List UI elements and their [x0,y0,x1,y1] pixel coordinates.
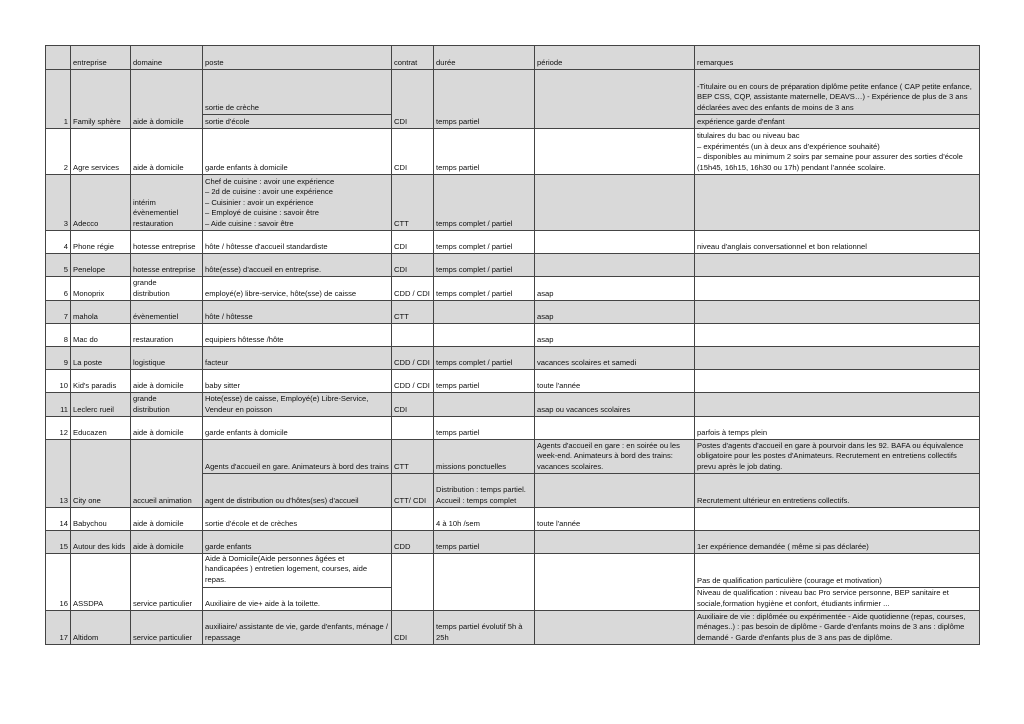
header-cell: contrat [392,46,434,70]
cell-domaine: aide à domicile [131,370,203,393]
header-cell: remarques [695,46,980,70]
cell-duree: temps partiel [434,129,535,175]
cell-duree: temps partiel [434,531,535,554]
cell-duree: 4 à 10h /sem [434,508,535,531]
cell-poste: garde enfants à domicile [203,417,392,440]
header-cell: période [535,46,695,70]
row-number: 7 [46,301,71,324]
cell-domaine: aide à domicile [131,508,203,531]
row-number: 2 [46,129,71,175]
cell-remarques: 1er expérience demandée ( même si pas déclarée) [695,531,980,554]
table-row [46,129,980,175]
cell-domaine: service particulier [131,554,203,611]
cell-duree: temps complet / partiel [434,277,535,301]
cell-periode: asap [535,277,695,301]
cell-periode [535,611,695,645]
cell-entreprise: La poste [71,347,131,370]
table-row [46,301,980,324]
row-number: 3 [46,175,71,231]
cell-periode: Agents d'accueil en gare : en soirée ou les week-end. Animateurs à bord des trains: vacances scolaires. [535,440,695,474]
cell-entreprise: Educazen [71,417,131,440]
header-row [46,46,980,70]
cell-poste: Hote(esse) de caisse, Employé(e) Libre-Service, Vendeur en poisson [203,393,392,417]
table-row [46,347,980,370]
table-row [46,254,980,277]
cell-domaine: hotesse entreprise [131,254,203,277]
row-number: 16 [46,554,71,611]
cell-remarques [695,508,980,531]
cell-contrat: CDI [392,231,434,254]
cell-duree: Distribution : temps partiel. Accueil : temps complet [434,474,535,508]
cell-entreprise: Monoprix [71,277,131,301]
cell-entreprise: Family sphère [71,70,131,129]
cell-periode [535,254,695,277]
cell-contrat [392,508,434,531]
cell-domaine: aide à domicile [131,417,203,440]
cell-poste: employé(e) libre-service, hôte(sse) de caisse [203,277,392,301]
cell-remarques [695,370,980,393]
cell-poste: Auxiliaire de vie+ aide à la toilette. [203,588,392,611]
cell-duree: temps complet / partiel [434,347,535,370]
cell-remarques [695,324,980,347]
cell-remarques: Auxiliaire de vie : diplômée ou expérimentée - Aide quotidienne (repas, courses, ménages..) : pas besoin de diplôme - Garde d'enfants moins de 3 ans : diplôme demandé - Garde d'enfants plus de 3 ans pas de diplôme. [695,611,980,645]
cell-remarques [695,254,980,277]
cell-contrat: CTT/ CDI [392,474,434,508]
header-cell: durée [434,46,535,70]
cell-domaine: aide à domicile [131,531,203,554]
cell-poste: hôte(esse) d’accueil en entreprise. [203,254,392,277]
row-number: 9 [46,347,71,370]
cell-contrat [392,324,434,347]
cell-domaine: grande distribution [131,393,203,417]
cell-periode [535,474,695,508]
cell-remarques [695,301,980,324]
cell-poste: Chef de cuisine : avoir une expérience – 2d de cuisine : avoir une expérience – Cuisinier : avoir un expérience – Employé de cuisine : savoir être – Aide cuisine : savoir être [203,175,392,231]
cell-poste: auxiliaire/ assistante de vie, garde d'enfants, ménage / repassage [203,611,392,645]
cell-contrat: CDD / CDI [392,277,434,301]
cell-contrat: CDI [392,70,434,129]
cell-remarques [695,393,980,417]
cell-duree [434,301,535,324]
cell-periode: asap [535,324,695,347]
cell-entreprise: Leclerc rueil [71,393,131,417]
cell-remarques [695,277,980,301]
cell-remarques: Postes d'agents d'accueil en gare à pourvoir dans les 92. BAFA ou équivalence obligatoire pour les postes d'Animateurs. Recrutement en entretiens collectifs prevu après le job dating. [695,440,980,474]
cell-contrat: CDI [392,611,434,645]
cell-poste: Agents d'accueil en gare. Animateurs à bord des trains [203,440,392,474]
cell-poste: garde enfants à domicile [203,129,392,175]
cell-contrat: CTT [392,175,434,231]
cell-remarques: expérience garde d'enfant [695,115,980,129]
row-number: 11 [46,393,71,417]
cell-entreprise: Penelope [71,254,131,277]
header-cell: entreprise [71,46,131,70]
row-number: 15 [46,531,71,554]
cell-duree: temps complet / partiel [434,231,535,254]
cell-entreprise: Autour des kids [71,531,131,554]
row-number: 1 [46,70,71,129]
cell-periode [535,231,695,254]
cell-contrat [392,417,434,440]
cell-periode [535,175,695,231]
table-row [46,277,980,301]
cell-poste: garde enfants [203,531,392,554]
header-cell: poste [203,46,392,70]
cell-duree: temps partiel [434,370,535,393]
row-number: 12 [46,417,71,440]
cell-domaine: logistique [131,347,203,370]
table-row [46,231,980,254]
row-number: 14 [46,508,71,531]
cell-periode [535,129,695,175]
cell-remarques: Recrutement ultérieur en entretiens collectifs. [695,474,980,508]
cell-domaine: aide à domicile [131,70,203,129]
table-row [46,611,980,645]
cell-duree [434,393,535,417]
row-number: 13 [46,440,71,508]
cell-contrat: CTT [392,440,434,474]
cell-remarques: parfois à temps plein [695,417,980,440]
cell-duree: temps partiel évolutif 5h à 25h [434,611,535,645]
row-number: 8 [46,324,71,347]
row-number: 10 [46,370,71,393]
table-row [46,440,980,474]
header-cell [46,46,71,70]
cell-periode [535,70,695,129]
row-number: 6 [46,277,71,301]
table-row [46,417,980,440]
cell-duree: missions ponctuelles [434,440,535,474]
cell-domaine: hotesse entreprise [131,231,203,254]
cell-periode [535,531,695,554]
table-row [46,324,980,347]
cell-duree: temps partiel [434,417,535,440]
cell-entreprise: Agre services [71,129,131,175]
cell-contrat: CDD / CDI [392,347,434,370]
cell-domaine: intérim évènementiel restauration [131,175,203,231]
cell-periode: vacances scolaires et samedi [535,347,695,370]
header-cell: domaine [131,46,203,70]
cell-remarques: niveau d'anglais conversationnel et bon relationnel [695,231,980,254]
cell-poste: baby sitter [203,370,392,393]
cell-domaine: évènementiel [131,301,203,324]
cell-duree: temps complet / partiel [434,175,535,231]
table-row [46,70,980,115]
cell-entreprise: ASSDPA [71,554,131,611]
cell-contrat [392,554,434,611]
cell-periode: toute l'année [535,508,695,531]
cell-poste: hôte / hôtesse d'accueil standardiste [203,231,392,254]
cell-remarques: Pas de qualification particulière (courage et motivation) [695,554,980,588]
job-offers-table [45,45,980,645]
cell-duree: temps complet / partiel [434,254,535,277]
cell-contrat: CDI [392,254,434,277]
cell-domaine: restauration [131,324,203,347]
table-row [46,393,980,417]
table-row [46,508,980,531]
cell-poste: sortie de crèche [203,70,392,115]
cell-entreprise: Adecco [71,175,131,231]
cell-entreprise: City one [71,440,131,508]
cell-periode: toute l'année [535,370,695,393]
cell-remarques [695,347,980,370]
table-row [46,531,980,554]
cell-domaine: grande distribution [131,277,203,301]
cell-contrat: CDD [392,531,434,554]
cell-contrat: CDI [392,129,434,175]
cell-periode: asap ou vacances scolaires [535,393,695,417]
cell-periode [535,417,695,440]
cell-entreprise: Babychou [71,508,131,531]
table-row [46,370,980,393]
cell-entreprise: mahola [71,301,131,324]
cell-poste: sortie d'école et de crèches [203,508,392,531]
cell-contrat: CDI [392,393,434,417]
table-row [46,175,980,231]
table-row [46,554,980,588]
cell-poste: equipiers hôtesse /hôte [203,324,392,347]
cell-poste: hôte / hôtesse [203,301,392,324]
cell-remarques: Niveau de qualification : niveau bac Pro service personne, BEP sanitaire et sociale,formation hygiène et confort, étudiants infirmier ... [695,588,980,611]
cell-poste: Aide à Domicile(Aide personnes âgées et handicapées ) entretien logement, courses, aide repas. [203,554,392,588]
cell-poste: sortie d'école [203,115,392,129]
cell-entreprise: Phone régie [71,231,131,254]
cell-domaine: service particulier [131,611,203,645]
cell-domaine: aide à domicile [131,129,203,175]
cell-entreprise: Altidom [71,611,131,645]
cell-duree [434,324,535,347]
cell-duree [434,554,535,611]
row-number: 17 [46,611,71,645]
cell-domaine: accueil animation [131,440,203,508]
cell-contrat: CTT [392,301,434,324]
cell-entreprise: Kid's paradis [71,370,131,393]
row-number: 4 [46,231,71,254]
cell-poste: agent de distribution ou d'hôtes(ses) d'accueil [203,474,392,508]
cell-remarques: titulaires du bac ou niveau bac – expérimentés (un à deux ans d’expérience souhaité) – disponibles au minimum 2 soirs par semaine pour assurer des sorties d’école (15h45, 16h15, 16h30 ou 17h) pendant l’année scolaire. [695,129,980,175]
row-number: 5 [46,254,71,277]
cell-duree: temps partiel [434,70,535,129]
cell-contrat: CDD / CDI [392,370,434,393]
cell-periode [535,554,695,611]
cell-periode: asap [535,301,695,324]
cell-poste: facteur [203,347,392,370]
cell-entreprise: Mac do [71,324,131,347]
cell-remarques: -Titulaire ou en cours de préparation diplôme petite enfance ( CAP petite enfance, BEP CSS, CQP, assistante maternelle, DEAVS…) - Expérience de plus de 3 ans déclarées avec des enfants de moins de 3 ans [695,70,980,115]
cell-remarques [695,175,980,231]
